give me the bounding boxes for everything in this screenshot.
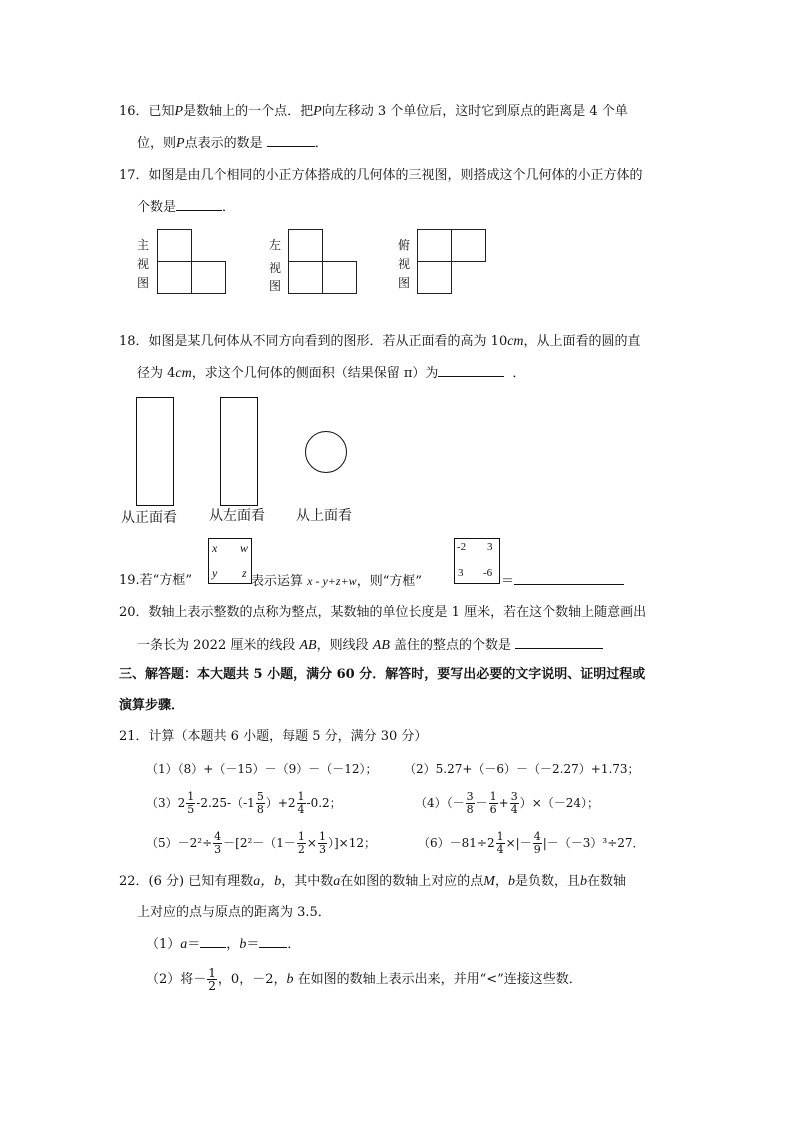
q20-line1: 20．数轴上表示整数的点称为整点，某数轴的单位长度是 1 厘米，若在这个数轴上随意画出	[119, 605, 647, 620]
answer-blank[interactable]	[515, 636, 603, 649]
cube-face	[417, 229, 452, 262]
frame-cell: -6	[483, 567, 493, 579]
view-label: 左	[268, 238, 281, 252]
cube-face	[191, 261, 226, 294]
view-label: 主	[136, 238, 149, 252]
answer-blank[interactable]	[438, 364, 504, 377]
cube-face	[322, 261, 357, 294]
view-label: 视	[397, 257, 410, 271]
view-label: 视	[136, 257, 149, 271]
answer-blank[interactable]	[514, 572, 624, 585]
q19-eq: ＝	[501, 572, 624, 591]
caption-left: 从左面看	[209, 508, 265, 524]
q22-part1: （1）a＝ ，b＝ ．	[146, 937, 301, 952]
answer-blank-b[interactable]	[259, 935, 287, 948]
q17-line1: 17．如图是由几个相同的小正方体搭成的几何体的三视图，则搭成这个几何体的小正方体的	[119, 168, 643, 183]
cube-face	[451, 229, 486, 262]
answer-blank[interactable]	[176, 198, 222, 211]
q16-line2: 位，则P点表示的数是 ．	[137, 136, 328, 151]
top-view-circle	[305, 431, 347, 473]
frame-cell: y	[212, 566, 218, 580]
q22-part2: （2）将－ $\frac{1}{2}$ ，0，－2，b 在如图的数轴上表示出来，并用“<”连接这些数．	[146, 966, 582, 993]
q21-part5: （5）－2²÷ $\frac{4}{3}$ －[2²－（1－ $\frac{1}{2}$ × $\frac{1}{3}$ ）]×12；	[146, 830, 376, 856]
answer-blank[interactable]	[267, 134, 315, 147]
q20-line2: 一条长为 2022 厘米的线段 AB，则线段 AB 盖住的整点的个数是	[137, 636, 603, 655]
view-label: 图	[136, 276, 149, 290]
frame-cell: -2	[457, 541, 467, 553]
q16-line1: 16．已知P是数轴上的一个点．把P向左移动 3 个单位后，这时它到原点的距离是 4 个单	[119, 104, 628, 119]
q21-part4: （4）（－ $\frac{3}{8}$ － $\frac{1}{6}$ + $\frac{3}{4}$ ）×（－24）；	[415, 790, 600, 816]
cube-face	[417, 261, 452, 294]
q18-line1: 18．如图是某几何体从不同方向看到的图形．若从正面看的高为 10cm，从上面看的圆的直	[119, 334, 641, 349]
q19-mid: 表示运算 x - y+z+w，则“方框”	[251, 574, 422, 589]
front-view-rectangle	[136, 397, 174, 506]
frame-cell: 3	[487, 541, 493, 553]
cube-face	[157, 261, 192, 294]
q21-part3: （3）2 $\frac{1}{5}$ -2.25-（-1 $\frac{5}{8}$ ）+2 $\frac{1}{4}$ -0.2；	[146, 790, 342, 816]
square-frame-2	[454, 538, 500, 584]
q22-line2: 上对应的点与原点的距离为 3.5．	[137, 905, 331, 920]
q21-part1: （1）（8）+（－15）－（9）－（－12）；	[146, 762, 378, 776]
q21-part6: （6）－81÷2 $\frac{1}{4}$ ×|－ $\frac{4}{9}$ |－（－3）³÷27．	[418, 830, 645, 856]
q17-line2: 个数是 ．	[137, 200, 236, 215]
q21-part2: （2）5.27+（－6）－（－2.27）+1.73；	[404, 762, 640, 776]
frame-cell: 3	[458, 567, 464, 579]
q22-line1: 22．(6 分) 已知有理数a，b，其中数a在如图的数轴上对应的点M，b是负数，且b在数轴	[119, 874, 626, 889]
section3-heading-cont: 演算步骤．	[119, 698, 185, 713]
cube-face	[288, 229, 323, 262]
view-label: 视	[268, 261, 281, 275]
view-label: 图	[397, 276, 410, 290]
answer-blank-a[interactable]	[200, 935, 226, 948]
caption-front: 从正面看	[121, 510, 177, 526]
q18-line2: 径为 4cm，求这个几何体的侧面积（结果保留 π）为 ．	[137, 366, 526, 381]
caption-top: 从上面看	[296, 508, 352, 524]
q21-title: 21．计算（本题共 6 小题，每题 5 分，满分 30 分）	[119, 729, 428, 744]
cube-face	[288, 261, 323, 294]
frame-cell: w	[240, 541, 249, 555]
left-view-rectangle	[220, 397, 258, 506]
frame-cell: x	[212, 541, 218, 555]
q19-prefix: 19.若“方框”	[119, 573, 192, 588]
cube-face	[157, 229, 192, 262]
frame-cell: z	[242, 566, 247, 580]
section3-heading: 三、解答题：本大题共 5 小题，满分 60 分．解答时，要写出必要的文字说明、证明过程或	[119, 667, 646, 682]
view-label: 俯	[397, 238, 410, 252]
view-label: 图	[268, 279, 281, 293]
